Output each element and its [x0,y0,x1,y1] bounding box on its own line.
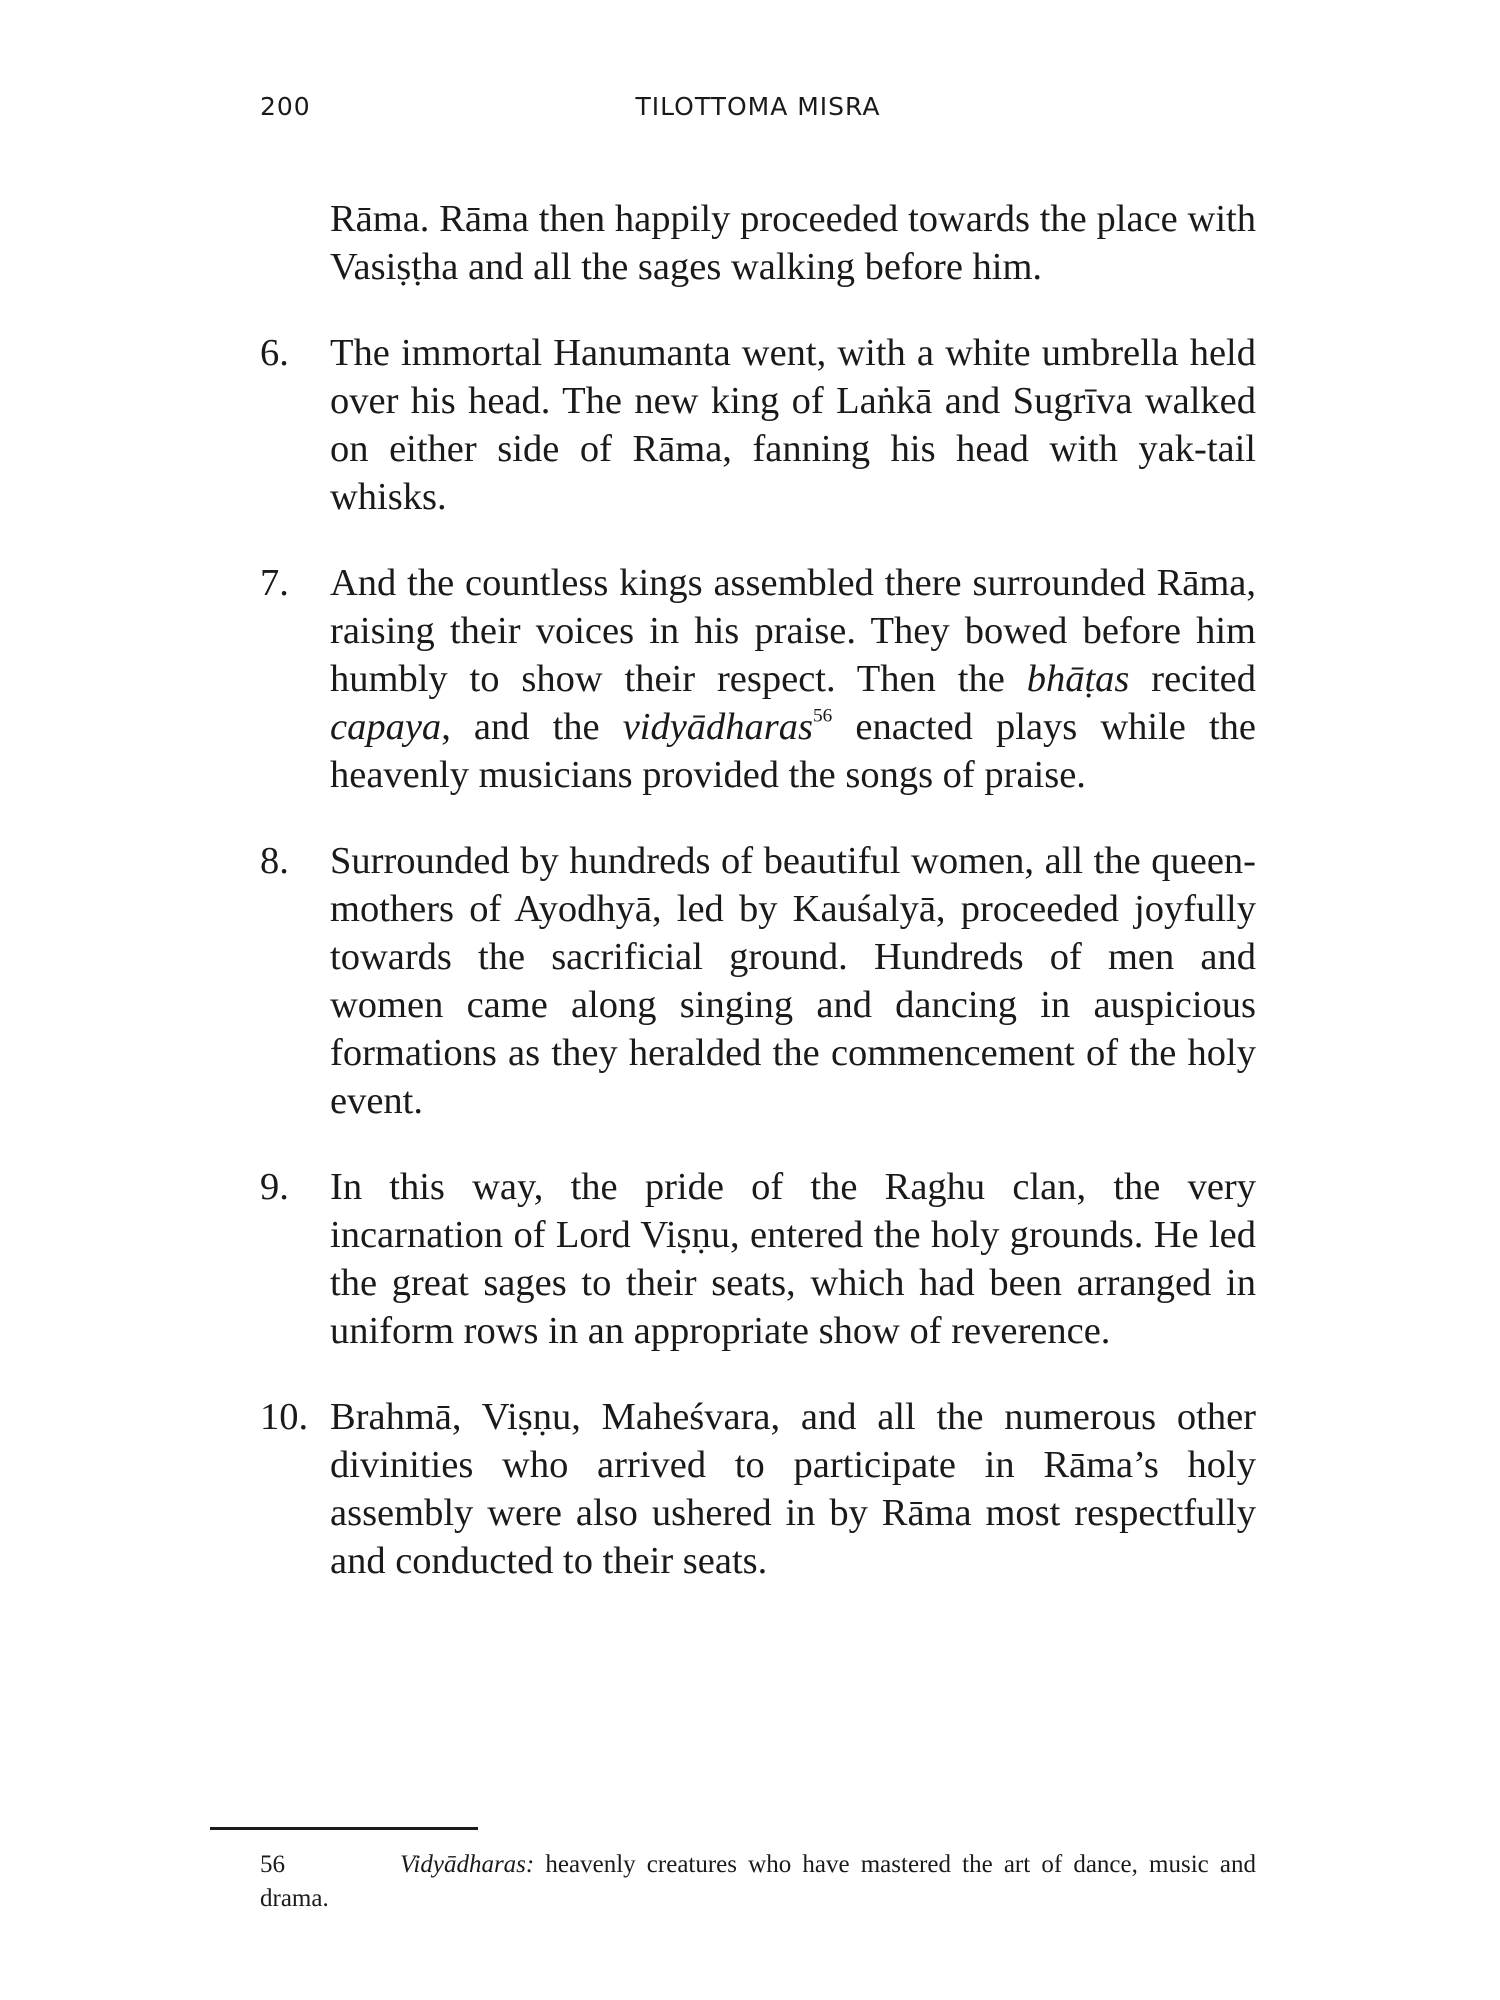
paragraph-number: 7. [260,562,289,604]
page-header [260,92,1256,132]
paragraph-7 [260,559,1256,799]
paragraph-number: 6. [260,332,289,374]
text-run: enacted plays while the heavenly musicians provided the songs of praise. [330,706,1256,796]
footnote-divider [210,1827,478,1830]
text-run: , and the [441,706,623,748]
paragraph-text: In this way, the pride of the Raghu clan, the very incarnation of Lord Viṣṇu, entered the holy grounds. He led the great sages to their seats, which had been arranged in uniform rows in an appropriate show of reverence. [330,1166,1256,1352]
running-head: TILOTTOMA MISRA [635,92,881,121]
footnote-text: heavenly creatures who have mastered the art of dance, music and drama. [260,1851,1256,1912]
paragraph-6 [260,329,1256,521]
paragraph-text [330,559,1256,799]
paragraph-text: Brahmā, Viṣṇu, Maheśvara, and all the numerous other divinities who arrived to participate in Rāma’s holy assembly were also ushered in by Rāma most respectfully and conducted to their seats. [330,1396,1256,1582]
text-run: recited [1129,658,1257,700]
paragraph-number: 10. [260,1396,309,1438]
paragraph-text: The immortal Hanumanta went, with a white umbrella held over his head. The new king of Laṅkā and Sugrīva walked on either side of Rāma, fanning his head with yak-tail whisks. [330,332,1256,518]
footnote-number: 56 [260,1851,285,1878]
paragraph-text: Surrounded by hundreds of beautiful women, all the queen-mothers of Ayodhyā, led by Kauśalyā, proceeded joyfully towards the sacrificial ground. Hundreds of men and women came along singing and dancing in auspicious formations as they heralded the commencement of the holy event. [330,840,1256,1122]
italic-term: bhāṭas [1026,658,1130,700]
paragraph-text: Rāma. Rāma then happily proceeded towards the place with Vasiṣṭha and all the sages walking before him. [330,198,1256,288]
paragraph-number: 8. [260,840,289,882]
italic-term: capaya [330,706,442,748]
paragraph-8 [260,837,1256,1125]
footnote-term: Vidyādharas: [400,1851,535,1878]
footnote [260,1848,1256,1916]
paragraph-10 [260,1393,1256,1585]
paragraph-number: 9. [260,1166,289,1208]
body-text [260,195,1256,1623]
page-number: 200 [260,92,311,121]
text-run: And the countless kings assembled there surrounded Rāma, raising their voices in his praise. They bowed before him humbly to show their respect. Then the [330,562,1256,700]
italic-term: vidyādharas [622,706,814,748]
footnote-reference: 56 [813,705,833,727]
paragraph-9 [260,1163,1256,1355]
continuation-paragraph [260,195,1256,291]
